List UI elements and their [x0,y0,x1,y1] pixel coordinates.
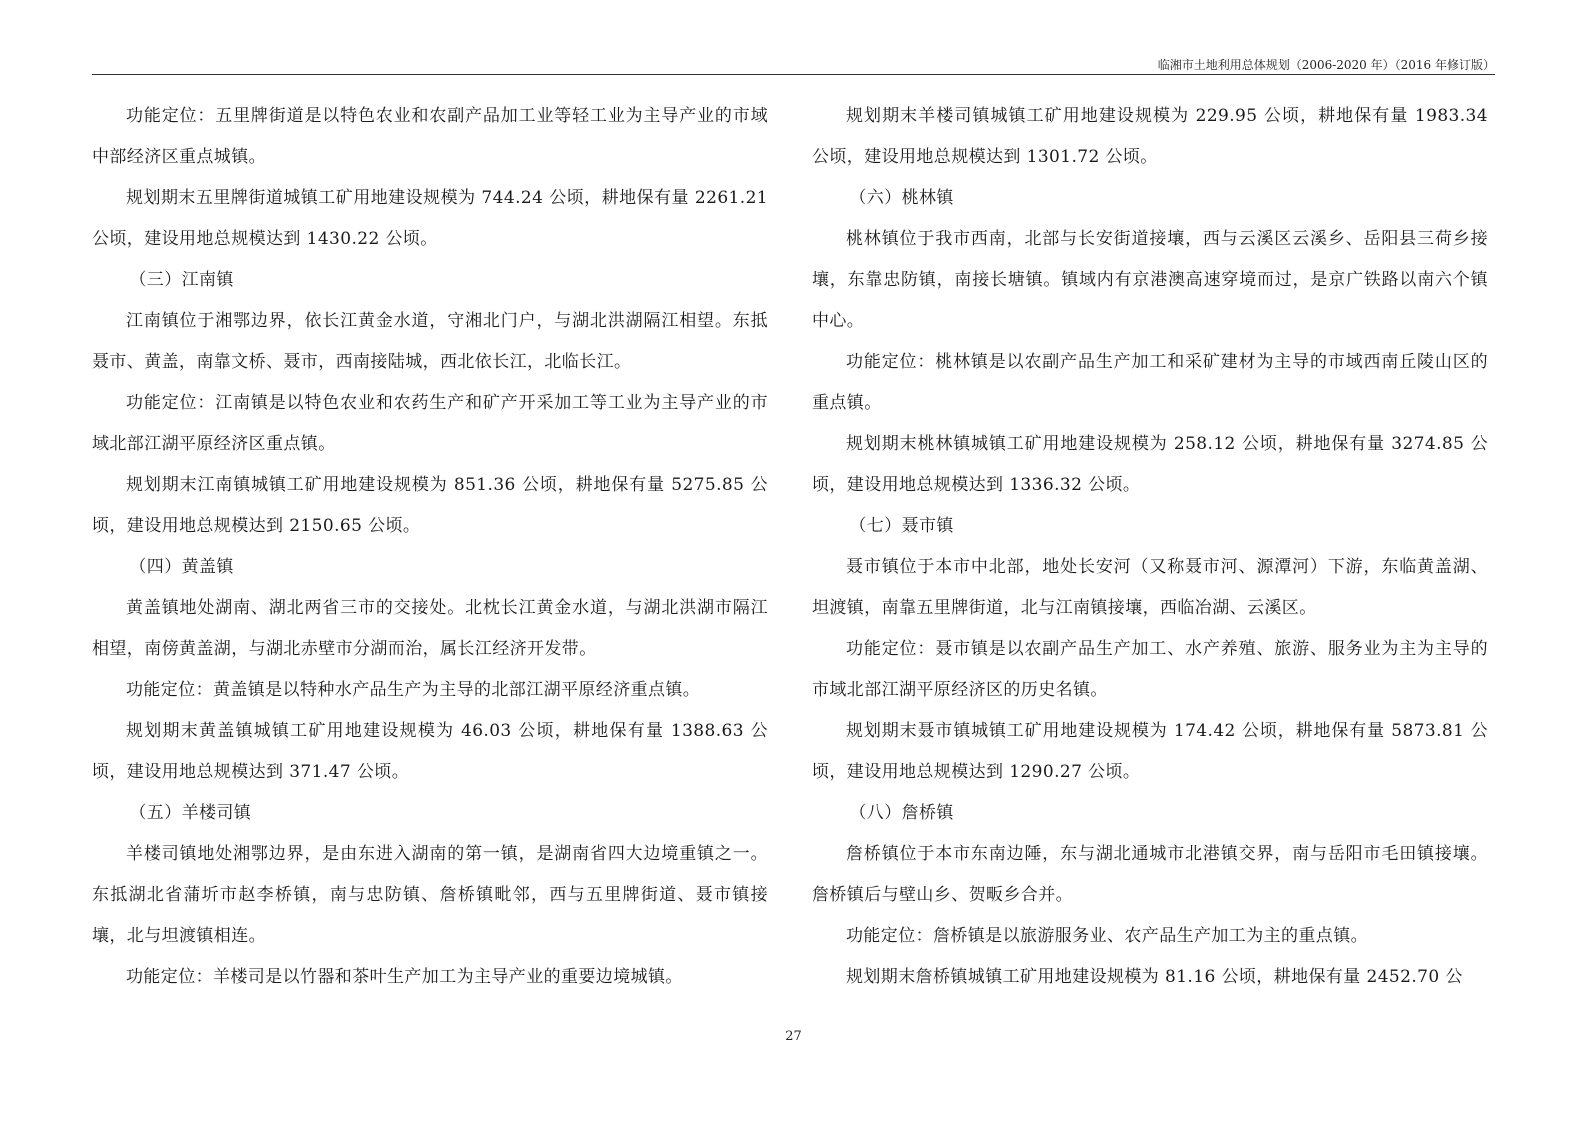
section-heading: （八）詹桥镇 [849,803,954,823]
paragraph: 规划期末黄盖镇城镇工矿用地建设规模为 46.03 公顷，耕地保有量 1388.63 公顷，建设用地总规模达到 371.47 公顷。 [92,721,768,782]
paragraph: 聂市镇位于本市中北部，地处长安河（又称聂市河、源潭河）下游，东临黄盖湖、坦渡镇，南靠五里牌街道，北与江南镇接壤，西临冶湖、云溪区。 [812,557,1488,618]
paragraph: 功能定位：詹桥镇是以旅游服务业、农产品生产加工为主的重点镇。 [846,926,1368,946]
paragraph: 功能定位：五里牌街道是以特色农业和农副产品加工业等轻工业为主导产业的市域中部经济区重点城镇。 [92,106,768,167]
paragraph: 功能定位：聂市镇是以农副产品生产加工、水产养殖、旅游、服务业为主为主导的市域北部江湖平原经济区的历史名镇。 [812,639,1488,700]
paragraph: 规划期末羊楼司镇城镇工矿用地建设规模为 229.95 公顷，耕地保有量 1983.34 公顷，建设用地总规模达到 1301.72 公顷。 [812,106,1488,167]
page-number: 27 [785,1029,802,1044]
paragraph: 规划期末詹桥镇城镇工矿用地建设规模为 81.16 公顷，耕地保有量 2452.70 公 [846,967,1463,987]
paragraph: 功能定位：江南镇是以特色农业和农药生产和矿产开采加工等工业为主导产业的市域北部江湖平原经济区重点镇。 [92,393,768,454]
section-heading: （五）羊楼司镇 [129,803,252,823]
paragraph: 功能定位：桃林镇是以农副产品生产加工和采矿建材为主导的市域西南丘陵山区的重点镇。 [812,352,1488,413]
paragraph: 江南镇位于湘鄂边界，依长江黄金水道，守湘北门户，与湖北洪湖隔江相望。东抵聂市、黄盖，南靠文桥、聂市，西南接陆城，西北依长江，北临长江。 [92,311,768,372]
section-heading: （三）江南镇 [129,270,234,290]
paragraph: 规划期末聂市镇城镇工矿用地建设规模为 174.42 公顷，耕地保有量 5873.81 公顷，建设用地总规模达到 1290.27 公顷。 [812,721,1488,782]
paragraph: 功能定位：羊楼司是以竹器和茶叶生产加工为主导产业的重要边境城镇。 [126,967,683,987]
paragraph: 功能定位：黄盖镇是以特种水产品生产为主导的北部江湖平原经济重点镇。 [126,680,701,700]
section-heading: （七）聂市镇 [849,516,954,536]
left-column [92,96,768,998]
section-heading: （六）桃林镇 [849,188,954,208]
paragraph: 规划期末桃林镇城镇工矿用地建设规模为 258.12 公顷，耕地保有量 3274.85 公顷，建设用地总规模达到 1336.32 公顷。 [812,434,1488,495]
paragraph: 詹桥镇位于本市东南边陲，东与湖北通城市北港镇交界，南与岳阳市毛田镇接壤。詹桥镇后与壁山乡、贺畈乡合并。 [812,844,1488,905]
paragraph: 规划期末五里牌街道城镇工矿用地建设规模为 744.24 公顷，耕地保有量 2261.21 公顷，建设用地总规模达到 1430.22 公顷。 [92,188,768,249]
right-column [812,96,1488,998]
paragraph: 羊楼司镇地处湘鄂边界，是由东进入湖南的第一镇，是湖南省四大边境重镇之一。东抵湖北省蒲圻市赵李桥镇，南与忠防镇、詹桥镇毗邻，西与五里牌街道、聂市镇接壤，北与坦渡镇相连。 [92,844,768,946]
paragraph: 黄盖镇地处湖南、湖北两省三市的交接处。北枕长江黄金水道，与湖北洪湖市隔江相望，南傍黄盖湖，与湖北赤壁市分湖而治，属长江经济开发带。 [92,598,768,659]
section-heading: （四）黄盖镇 [129,557,234,577]
paragraph: 桃林镇位于我市西南，北部与长安街道接壤，西与云溪区云溪乡、岳阳县三荷乡接壤，东靠忠防镇，南接长塘镇。镇域内有京港澳高速穿境而过，是京广铁路以南六个镇中心。 [812,229,1488,331]
header-rule [92,74,1495,75]
paragraph: 规划期末江南镇城镇工矿用地建设规模为 851.36 公顷，耕地保有量 5275.85 公顷，建设用地总规模达到 2150.65 公顷。 [92,475,768,536]
running-header: 临湘市土地利用总体规划（2006-2020 年）（2016 年修订版） [1157,58,1495,72]
